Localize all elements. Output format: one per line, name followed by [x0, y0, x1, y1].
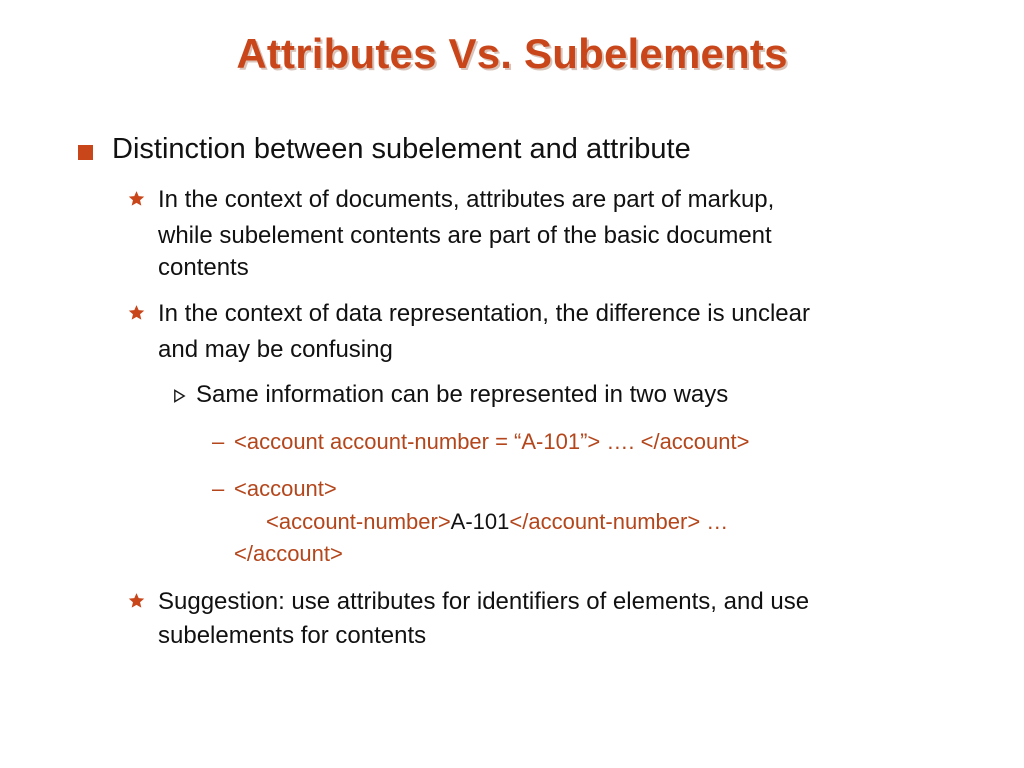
- dash-bullet: –: [212, 476, 225, 501]
- code-example-2-line3: </account>: [234, 541, 343, 566]
- code-example-1: <account account-number = “A-101”> …. </account>: [234, 429, 750, 454]
- point3-line1: Suggestion: use attributes for identifiers of elements, and use: [158, 588, 810, 615]
- point1-line3: contents: [158, 254, 249, 281]
- star-bullet-icon: [128, 190, 145, 207]
- bullet-level1-text: Distinction between subelement and attribute: [112, 133, 691, 165]
- code-value: A-101: [450, 509, 510, 534]
- point2-line1: In the context of data representation, the difference is unclear: [158, 300, 810, 327]
- code-example-2-line1: <account>: [234, 476, 337, 501]
- arrow-bullet-icon: [172, 388, 187, 404]
- sub-point-text: Same information can be represented in two ways: [196, 381, 729, 408]
- point1-line1: In the context of documents, attributes are part of markup,: [158, 186, 775, 213]
- code-example-2-line2: [266, 509, 728, 535]
- point1-line2: while subelement contents are part of the basic document: [158, 222, 772, 249]
- star-bullet-icon: [128, 304, 145, 321]
- slide-title: Attributes Vs. Subelements: [236, 30, 788, 77]
- point3-line2: subelements for contents: [158, 622, 427, 649]
- star-bullet-icon: [128, 592, 145, 609]
- point2-line2: and may be confusing: [158, 336, 393, 363]
- code-close-tag: </account-number> …: [509, 509, 729, 534]
- dash-bullet: –: [212, 429, 225, 454]
- square-bullet-icon: [78, 145, 93, 160]
- code-open-tag: <account-number>: [266, 509, 451, 534]
